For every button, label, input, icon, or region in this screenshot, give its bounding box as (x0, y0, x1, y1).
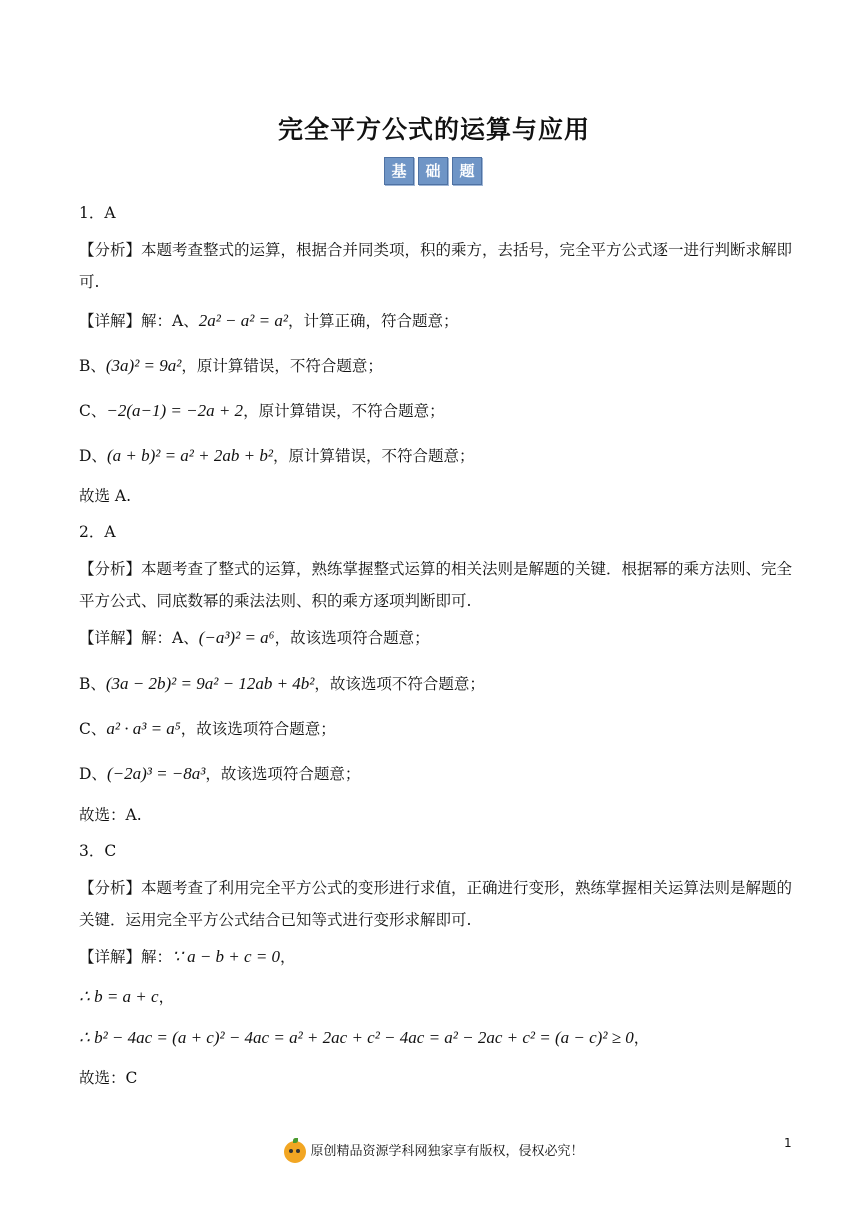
q1-number: 1．A (79, 204, 116, 222)
q1-option-b (79, 355, 794, 377)
option-prefix: B、 (79, 357, 106, 375)
q2-option-d (79, 763, 794, 785)
q3-step3-math: ∴ b² − 4ac = (a + c)² − 4ac = a² + 2ac + c² − 4ac = a² − 2ac + c² = (a − c)² ≥ 0 (79, 1028, 634, 1047)
q1-detail-math: 2a² − a² = a² (198, 311, 288, 330)
option-prefix: D、 (79, 447, 107, 465)
option-math: a² · a³ = a⁵ (106, 719, 181, 738)
orange-logo-icon (284, 1141, 306, 1163)
option-prefix: D、 (79, 765, 107, 783)
option-math: (3a)² = 9a² (105, 356, 182, 375)
q2-answer: 故选：A. (79, 806, 142, 824)
option-suffix: ，故该选项符合题意； (205, 765, 361, 783)
q3-answer: 故选：C (79, 1069, 138, 1087)
q3-detail-math: ∵ a − b + c = 0 (172, 947, 281, 966)
option-prefix: B、 (79, 675, 106, 693)
q1-detail-suffix: ，计算正确，符合题意； (287, 312, 459, 330)
q3-step3-suffix: ， (633, 1029, 650, 1047)
option-prefix: C、 (79, 402, 107, 420)
q3-step-3 (79, 1027, 794, 1049)
q3-step-2 (79, 986, 794, 1008)
option-prefix: C、 (79, 720, 107, 738)
option-math: (3a − 2b)² = 9a² − 12ab + 4b² (105, 674, 315, 693)
option-suffix: ，原计算错误，不符合题意； (181, 357, 383, 375)
q1-answer: 故选 A. (79, 487, 132, 505)
q3-detail-suffix: ， (280, 948, 296, 966)
option-suffix: ，原计算错误，不符合题意； (272, 447, 475, 465)
q2-option-b (79, 673, 794, 695)
footer-copyright: 原创精品资源学科网独家享有版权，侵权必究！ (310, 1144, 584, 1159)
q1-detail (79, 310, 794, 332)
footer (0, 1140, 868, 1163)
q3-detail (79, 946, 794, 968)
q2-analysis: 【分析】本题考查了整式的运算，熟练掌握整式运算的相关法则是解题的关键．根据幂的乘方法则、完全平方公式、同底数幂的乘法法则、积的乘方逐项判断即可. (79, 560, 793, 610)
q2-detail-math: (−a³)² = a⁶ (198, 628, 275, 647)
q2-detail (79, 627, 794, 649)
section-badge (384, 157, 482, 185)
q1-option-c (79, 400, 794, 422)
option-suffix: ，故该选项符合题意； (180, 720, 336, 738)
page-title: 完全平方公式的运算与应用 (277, 115, 590, 144)
q3-detail-prefix: 【详解】解： (79, 948, 173, 966)
q2-number: 2．A (79, 523, 116, 541)
q1-analysis: 【分析】本题考查整式的运算，根据合并同类项，积的乘方，去括号，完全平方公式逐一进行判断求解即可. (79, 241, 793, 291)
badge-char: 础 (418, 157, 448, 185)
badge-char: 题 (452, 157, 482, 185)
q3-number: 3．C (79, 842, 117, 860)
option-math: (a + b)² = a² + 2ab + b² (106, 446, 273, 465)
option-suffix: ，故该选项不符合题意； (314, 675, 485, 693)
option-math: (−2a)³ = −8a³ (106, 764, 206, 783)
q2-option-c (79, 718, 794, 740)
q3-step2-suffix: ， (158, 988, 175, 1006)
q2-detail-suffix: ，故该选项符合题意； (274, 629, 430, 647)
badge-char: 基 (384, 157, 414, 185)
q3-analysis: 【分析】本题考查了利用完全平方公式的变形进行求值，正确进行变形，熟练掌握相关运算法则是解题的关键．运用完全平方公式结合已知等式进行变形求解即可. (79, 879, 793, 929)
q3-step2-math: ∴ b = a + c (79, 987, 159, 1006)
page-number: 1 (784, 1136, 792, 1150)
option-suffix: ，原计算错误，不符合题意； (243, 402, 445, 420)
q1-detail-prefix: 【详解】解：A、 (79, 312, 199, 330)
option-math: −2(a−1) = −2a + 2 (106, 401, 244, 420)
q1-option-d (79, 445, 794, 467)
q2-detail-prefix: 【详解】解：A、 (79, 629, 199, 647)
